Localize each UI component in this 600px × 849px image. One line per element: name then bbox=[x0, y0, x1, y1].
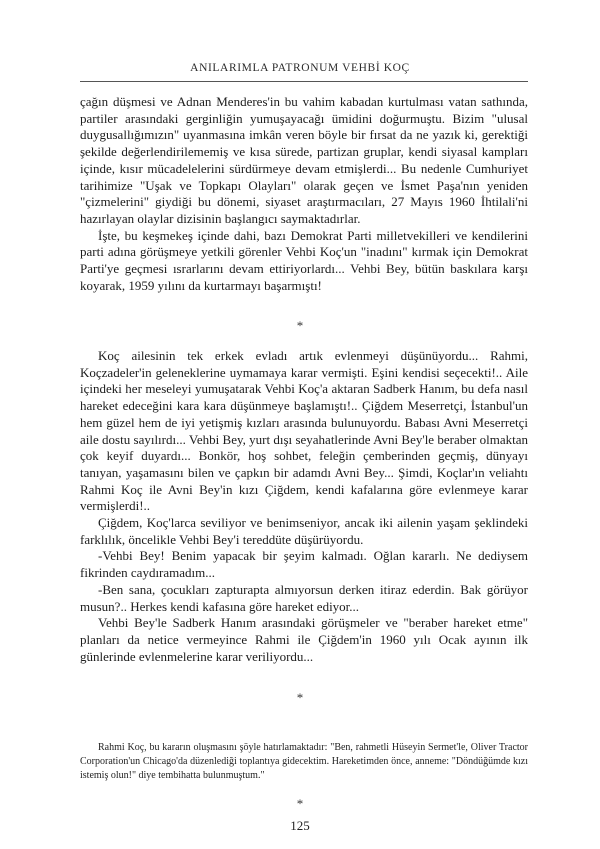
text-block-2 bbox=[80, 348, 528, 665]
footnote: Rahmi Koç, bu kararın oluşmasını şöyle hatırlamaktadır: "Ben, rahmetli Hüseyin Sermet'le, Oliver Tractor Corporation'un Chicago'da düzenlediği toplantıya gidecektim. Hareketimden önce, anneme: "Döndüğümde kızı istemiş olun!" diye tembihatta bulunmuştum." bbox=[80, 742, 528, 781]
section-separator: * bbox=[296, 796, 304, 811]
section-separator: * bbox=[296, 690, 304, 705]
paragraph: Çiğdem, Koç'larca seviliyor ve benimseniyor, ancak iki ailenin yaşam şeklindeki farklılık, öncelikle Vehbi Bey'i tereddüte düşürüyordu. bbox=[80, 515, 528, 547]
page-number: 125 bbox=[290, 818, 310, 833]
paragraph: Vehbi Bey'le Sadberk Hanım arasındaki görüşmeler ve "beraber hareket etme" planları da netice vermeyince Rahmi ile Çiğdem'in 1960 yılı Ocak ayının ilk günlerinde evlenmelerine karar veriliyordu... bbox=[80, 615, 528, 664]
running-head: ANILARIMLA PATRONUM VEHBİ KOÇ bbox=[190, 62, 410, 74]
paragraph: -Ben sana, çocukları zapturapta almıyorsun derken itiraz ederdin. Bak görüyor musun?.. Herkes kendi kafasına göre hareket ediyor... bbox=[80, 581, 528, 614]
paragraph: çağın düşmesi ve Adnan Menderes'in bu vahim kabadan kurtulması vatan sathında, partiler arasındaki gerginliğin yumuşayacağı ümidini doğurmuştu. Bizim "ulusal duygusallığımızın" uyanmasına imkân veren böyle bir fırsat da ne yazık ki, gerektiği şekilde değerlendirilememiş ve kısa sürede, partizan gruplar, kendi siyasal kampları içinde, kısır mücadelelerini sürdürmeye devam etmişlerdi... Bu nedenle Cumhuriyet tarihimize "Uşak ve Topkapı Olayları" olarak geçen ve İsmet Paşa'nın yeniden "çizmelerini" giydiği bu dönemi, siyaset araştırmacıları, 27 Mayıs 1960 İhtilali'ni hazırlayan olaylar dizisinin başlangıcı saymaktadırlar. bbox=[80, 94, 528, 226]
header-rule bbox=[80, 81, 528, 82]
section-separator: * bbox=[296, 318, 304, 333]
text-block-1 bbox=[80, 94, 528, 294]
paragraph: İşte, bu keşmekeş içinde dahi, bazı Demokrat Parti milletvekilleri ve kendilerini parti adına görüşmeye yetkili görenler Vehbi Koç'un "inadını" kırmak için Demokrat Parti'ye geçmesi ısrarlarını devam ettiriyorlardı... Vehbi Bey, bütün baskılara karşı koyarak, 1959 yılını da kurtarmayı başarmıştı! bbox=[80, 227, 528, 293]
paragraph: Koç ailesinin tek erkek evladı artık evlenmeyi düşünüyordu... Rahmi, Koçzadeler'in geleneklerine uymamaya karar vermişti. Eşini kendisi seçecekti!.. Aile içindeki her meseleyi yumuşatarak Vehbi Koç'a aktaran Sadberk Hanım, bu defa nasıl hareket edeceğini kara kara düşünmeye başlamıştı!.. Çiğdem Meserretçi, İstanbul'un hem güzel hem de iyi yetişmiş kızları arasında bulunuyordu. Babası Avni Meserretçi aile dostu sayılırdı... Vehbi Bey, yurt dışı seyahatlerinde Avni Bey'le beraber olmaktan çok keyif duyardı... Bonkör, hoş sohbet, feleğin çemberinden geçmiş, dünyayı tanıyan, yaşamasını bilen ve çapkın bir adamdı Avni Bey... Şimdi, Koçlar'ın veliahtı Rahmi Koç ile Avni Bey'in kızı Çiğdem, kendi kafalarına göre evlenmeye karar vermişlerdi!.. bbox=[80, 348, 528, 514]
paragraph: -Vehbi Bey! Benim yapacak bir şeyim kalmadı. Oğlan kararlı. Ne dediysem fikrinden caydıramadım... bbox=[80, 548, 528, 581]
